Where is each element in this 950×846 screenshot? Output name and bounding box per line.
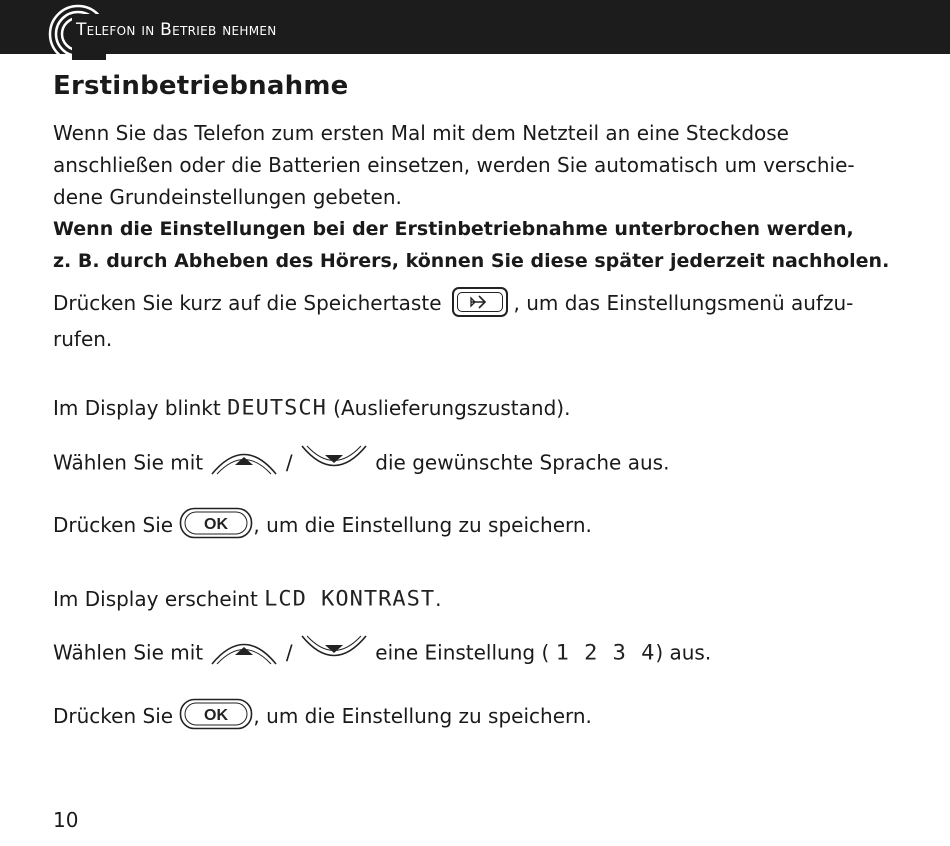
step-select2-slash: / [279, 640, 299, 665]
arrow-up-key-icon [209, 633, 279, 667]
step-display-text-after: (Auslieferungszustand). [326, 396, 571, 420]
step-press-ok-2 [53, 701, 592, 734]
arrow-up-key-icon [209, 443, 279, 477]
intro-line-3: dene Grundeinstellungen gebeten. [53, 185, 402, 209]
step-display-text-before: Im Display blinkt [53, 396, 228, 420]
ok-key-label: OK [204, 706, 229, 724]
intro-line-2: anschließen oder die Batterien einsetzen, werden Sie automatisch um verschie- [53, 153, 855, 177]
memory-key-instruction-line2: rufen. [53, 327, 113, 351]
header-title: Telefon in Betrieb nehmen [76, 20, 277, 40]
step-select2-text-before: Wählen Sie mit [53, 640, 210, 665]
lcd-text-kontrast: LCD KONTRAST [264, 587, 436, 612]
note-line-2: z. B. durch Abheben des Hörers, können Sie diese später jederzeit nachholen. [53, 250, 890, 272]
step-select2-text-after: ) aus. [655, 640, 712, 665]
arrow-down-key-icon [299, 633, 369, 667]
memory-key-icon [452, 287, 508, 317]
step-ok2-text-after: , um die Einstellung zu speichern. [253, 704, 592, 728]
intro-line-1: Wenn Sie das Telefon zum ersten Mal mit dem Netzteil an eine Steckdose [53, 121, 789, 145]
step-ok-text-after: , um die Einstellung zu speichern. [253, 513, 592, 537]
arrow-down-key-icon [299, 443, 369, 477]
step-select-language [53, 447, 669, 481]
step-select2-text-middle: eine Einstellung ( [368, 640, 556, 665]
ok-key-icon [179, 698, 253, 730]
page-heading: Erstinbetriebnahme [53, 71, 349, 101]
step-select-contrast [53, 637, 711, 671]
step-display2-text-after: . [435, 587, 442, 611]
lcd-text-levels: 1 2 3 4 [555, 641, 656, 665]
memory-text-after: , um das Einstellungsmenü aufzu- [513, 291, 854, 315]
lcd-text-deutsch: DEUTSCH [227, 396, 327, 421]
step-display-kontrast [53, 584, 441, 615]
step-ok-text-before: Drücken Sie [53, 513, 180, 537]
note-line-1: Wenn die Einstellungen bei der Erstinbetriebnahme unterbrochen werden, [53, 218, 854, 240]
header-bar [0, 0, 950, 54]
step-select-text-after: die gewünschte Sprache aus. [368, 450, 670, 475]
memory-text-before: Drücken Sie kurz auf die Speichertaste [53, 291, 442, 315]
memory-key-instruction [53, 288, 853, 320]
ok-key-label: OK [204, 515, 229, 533]
step-select-text-before: Wählen Sie mit [53, 450, 210, 475]
step-ok2-text-before: Drücken Sie [53, 704, 180, 728]
step-select-slash: / [279, 450, 299, 475]
step-display-deutsch [53, 393, 570, 424]
step-display2-text-before: Im Display erscheint [53, 587, 265, 611]
ok-key-icon [179, 507, 253, 539]
page-number: 10 [53, 808, 79, 832]
step-press-ok-1 [53, 510, 592, 543]
